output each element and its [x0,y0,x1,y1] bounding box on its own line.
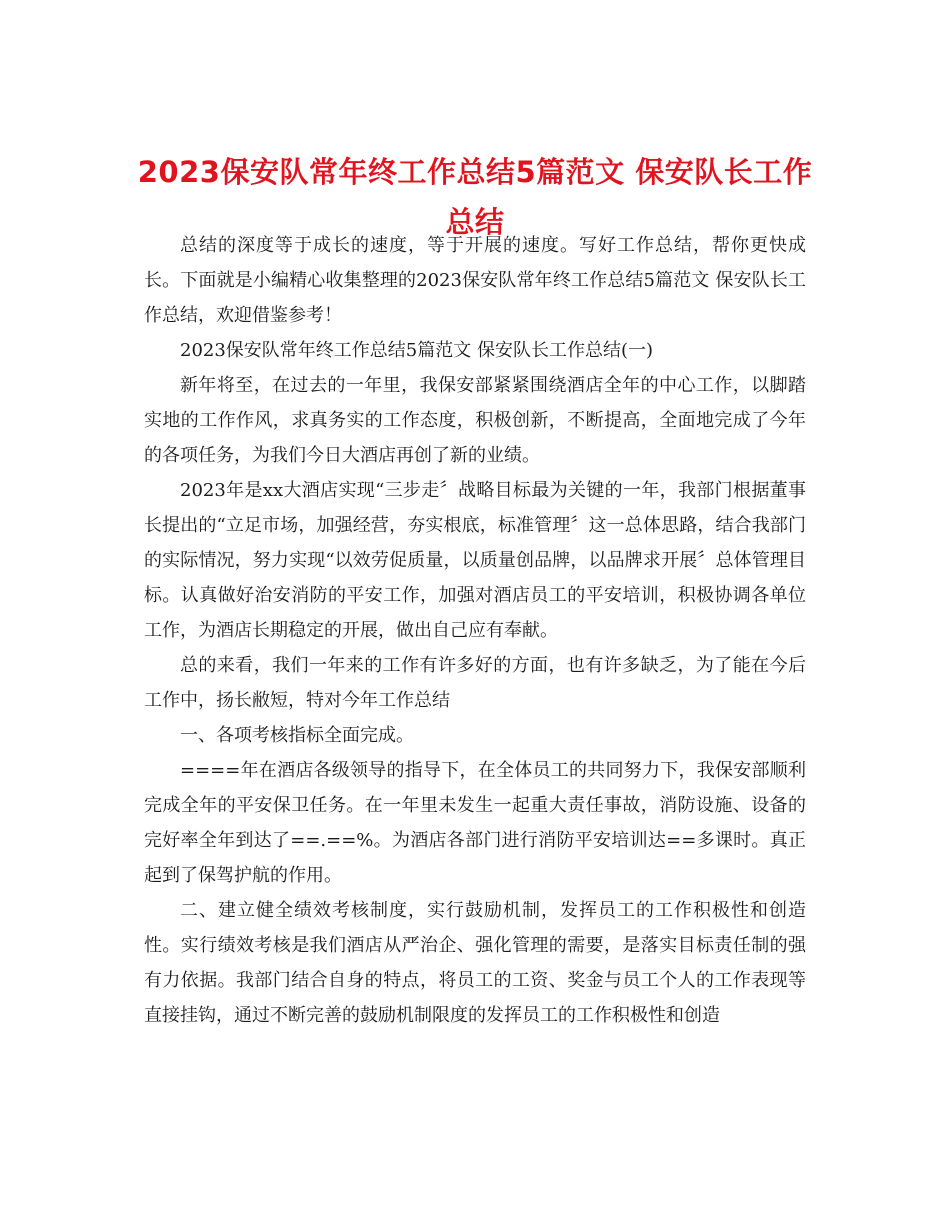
intro-paragraph: 总结的深度等于成长的速度，等于开展的速度。写好工作总结，帮你更快成长。下面就是小编精心收集整理的2023保安队常年终工作总结5篇范文 保安队长工作总结，欢迎借鉴参考！ [144,235,806,326]
section-heading: 2023保安队常年终工作总结5篇范文 保安队长工作总结(一) [180,340,654,361]
body-paragraph: 二、建立健全绩效考核制度，实行鼓励机制，发挥员工的工作积极性和创造性。实行绩效考核是我们酒店从严治企、强化管理的需要，是落实目标责任制的强有力依据。我部门结合自身的特点，将员工的工资、奖金与员工个人的工作表现等直接挂钩，通过不断完善的鼓励机制限度的发挥员工的工作积极性和创造 [144,900,806,1026]
body-paragraph: ====年在酒店各级领导的指导下，在全体员工的共同努力下，我保安部顺利完成全年的平安保卫任务。在一年里未发生一起重大责任事故，消防设施、设备的完好率全年到达了==.==%。为酒店各部门进行消防平安培训达==多课时。真正起到了保驾护航的作用。 [144,760,806,886]
document-body [144,228,806,1033]
subsection-heading: 一、各项考核指标全面完成。 [180,725,414,746]
body-paragraph: 总的来看，我们一年来的工作有许多好的方面，也有许多缺乏，为了能在今后工作中，扬长敝短，特对今年工作总结 [144,655,806,711]
body-paragraph: 2023年是xx大酒店实现“三步走〞战略目标最为关键的一年，我部门根据董事长提出的“立足市场，加强经营，夯实根底，标准管理〞这一总体思路，结合我部门的实际情况，努力实现“以效劳促质量，以质量创品牌，以品牌求开展〞总体管理目标。认真做好治安消防的平安工作，加强对酒店员工的平安培训，积极协调各单位工作，为酒店长期稳定的开展，做出自己应有奉献。 [144,480,806,641]
body-paragraph: 新年将至，在过去的一年里，我保安部紧紧围绕酒店全年的中心工作，以脚踏实地的工作作风，求真务实的工作态度，积极创新，不断提高，全面地完成了今年的各项任务，为我们今日大酒店再创了新的业绩。 [144,375,806,466]
document-title: 2023保安队常年终工作总结5篇范文 保安队长工作总结 [137,155,813,240]
